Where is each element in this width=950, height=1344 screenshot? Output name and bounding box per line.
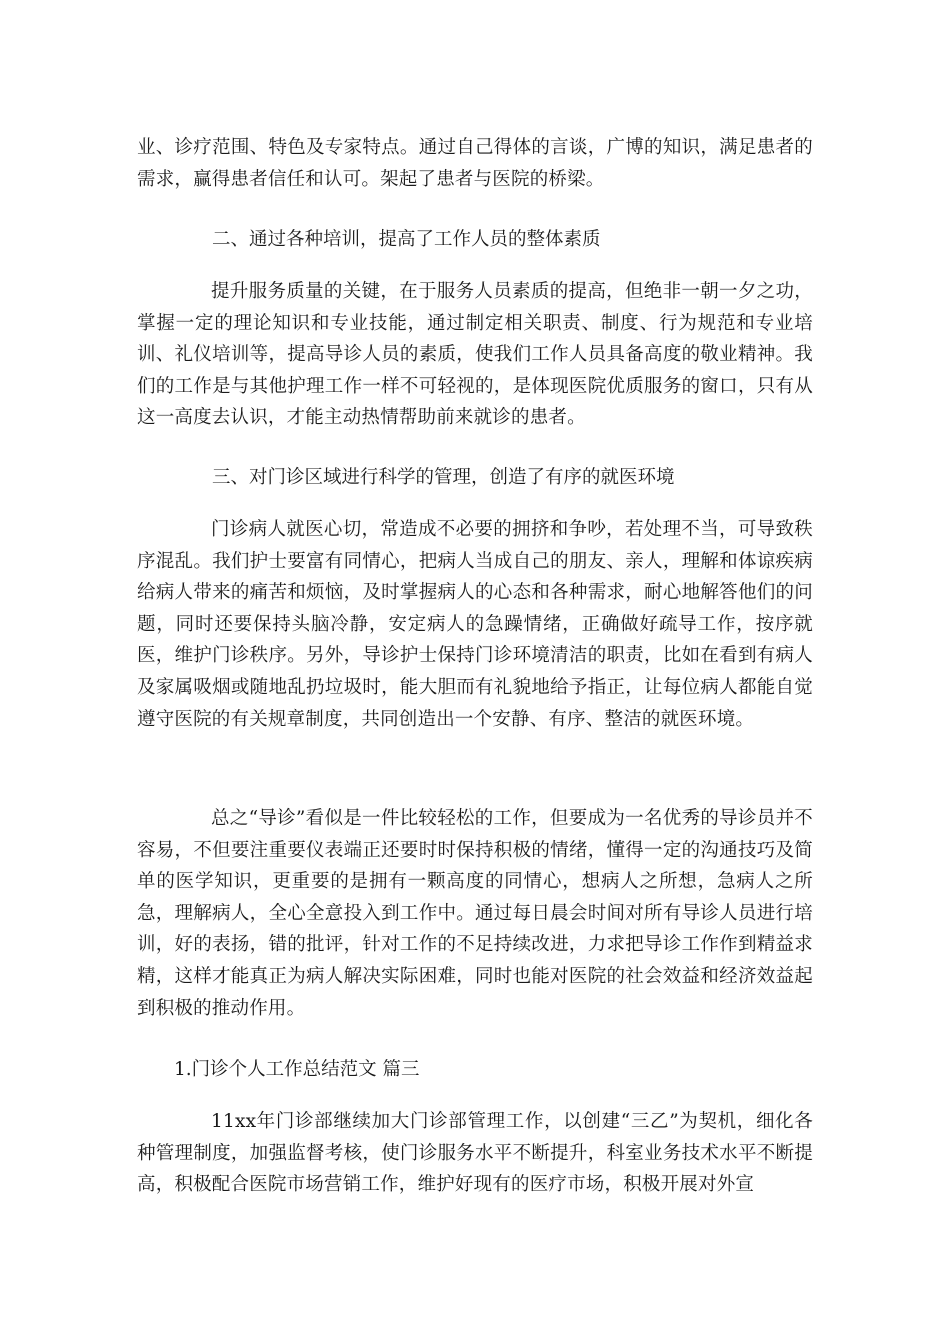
- section-heading-2: 二、通过各种培训，提高了工作人员的整体素质: [212, 229, 601, 250]
- paragraph-intro-continued: 业、诊疗范围、特色及专家特点。通过自己得体的言谈，广博的知识，满足患者的需求，赢得患者信任和认可。架起了患者与医院的桥梁。: [137, 137, 813, 190]
- paragraph-summary: 总之“导诊”看似是一件比较轻松的工作，但要成为一名优秀的导诊员并不容易，不但要注重要仪表端正还要时时保持积极的情绪，懂得一定的沟通技巧及简单的医学知识，更重要的是拥有一颗高度的同情心，想病人之所想，急病人之所急，理解病人，全心全意投入到工作中。通过每日晨会时间对所有导诊人员进行培训，好的表扬，错的批评，针对工作的不足持续改进，力求把导诊工作作到精益求精，这样才能真正为病人解决实际困难，同时也能对医院的社会效益和经济效益起到积极的推动作用。: [137, 808, 813, 1019]
- paragraph-training: 提升服务质量的关键，在于服务人员素质的提高，但绝非一朝一夕之功，掌握一定的理论知识和专业技能，通过制定相关职责、制度、行为规范和专业培训、礼仪培训等，提高导诊人员的素质，使我们工作人员具备高度的敬业精神。我们的工作是与其他护理工作一样不可轻视的，是体现医院优质服务的窗口，只有从这一高度去认识，才能主动热情帮助前来就诊的患者。: [137, 281, 813, 429]
- section-heading-3: 三、对门诊区域进行科学的管理，创造了有序的就医环境: [212, 467, 675, 488]
- article-title-part3: 1.门诊个人工作总结范文 篇三: [174, 1059, 420, 1080]
- paragraph-outpatient-management: 门诊病人就医心切，常造成不必要的拥挤和争吵，若处理不当，可导致秩序混乱。我们护士要富有同情心，把病人当成自己的朋友、亲人，理解和体谅疾病给病人带来的痛苦和烦恼，及时掌握病人的心态和各种需求，耐心地解答他们的问题，同时还要保持头脑冷静，安定病人的急躁情绪，正确做好疏导工作，按序就医，维护门诊秩序。另外，导诊护士保持门诊环境清洁的职责，比如在看到有病人及家属吸烟或随地乱扔垃圾时，能大胆而有礼貌地给予指正，让每位病人都能自觉遵守医院的有关规章制度，共同创造出一个安静、有序、整洁的就医环境。: [137, 519, 813, 730]
- paragraph-part3-intro: 11xx年门诊部继续加大门诊部管理工作，以创建“三乙”为契机，细化各种管理制度，加强监督考核，使门诊服务水平不断提升，科室业务技术水平不断提高，积极配合医院市场营销工作，维护好现有的医疗市场，积极开展对外宣: [137, 1111, 813, 1196]
